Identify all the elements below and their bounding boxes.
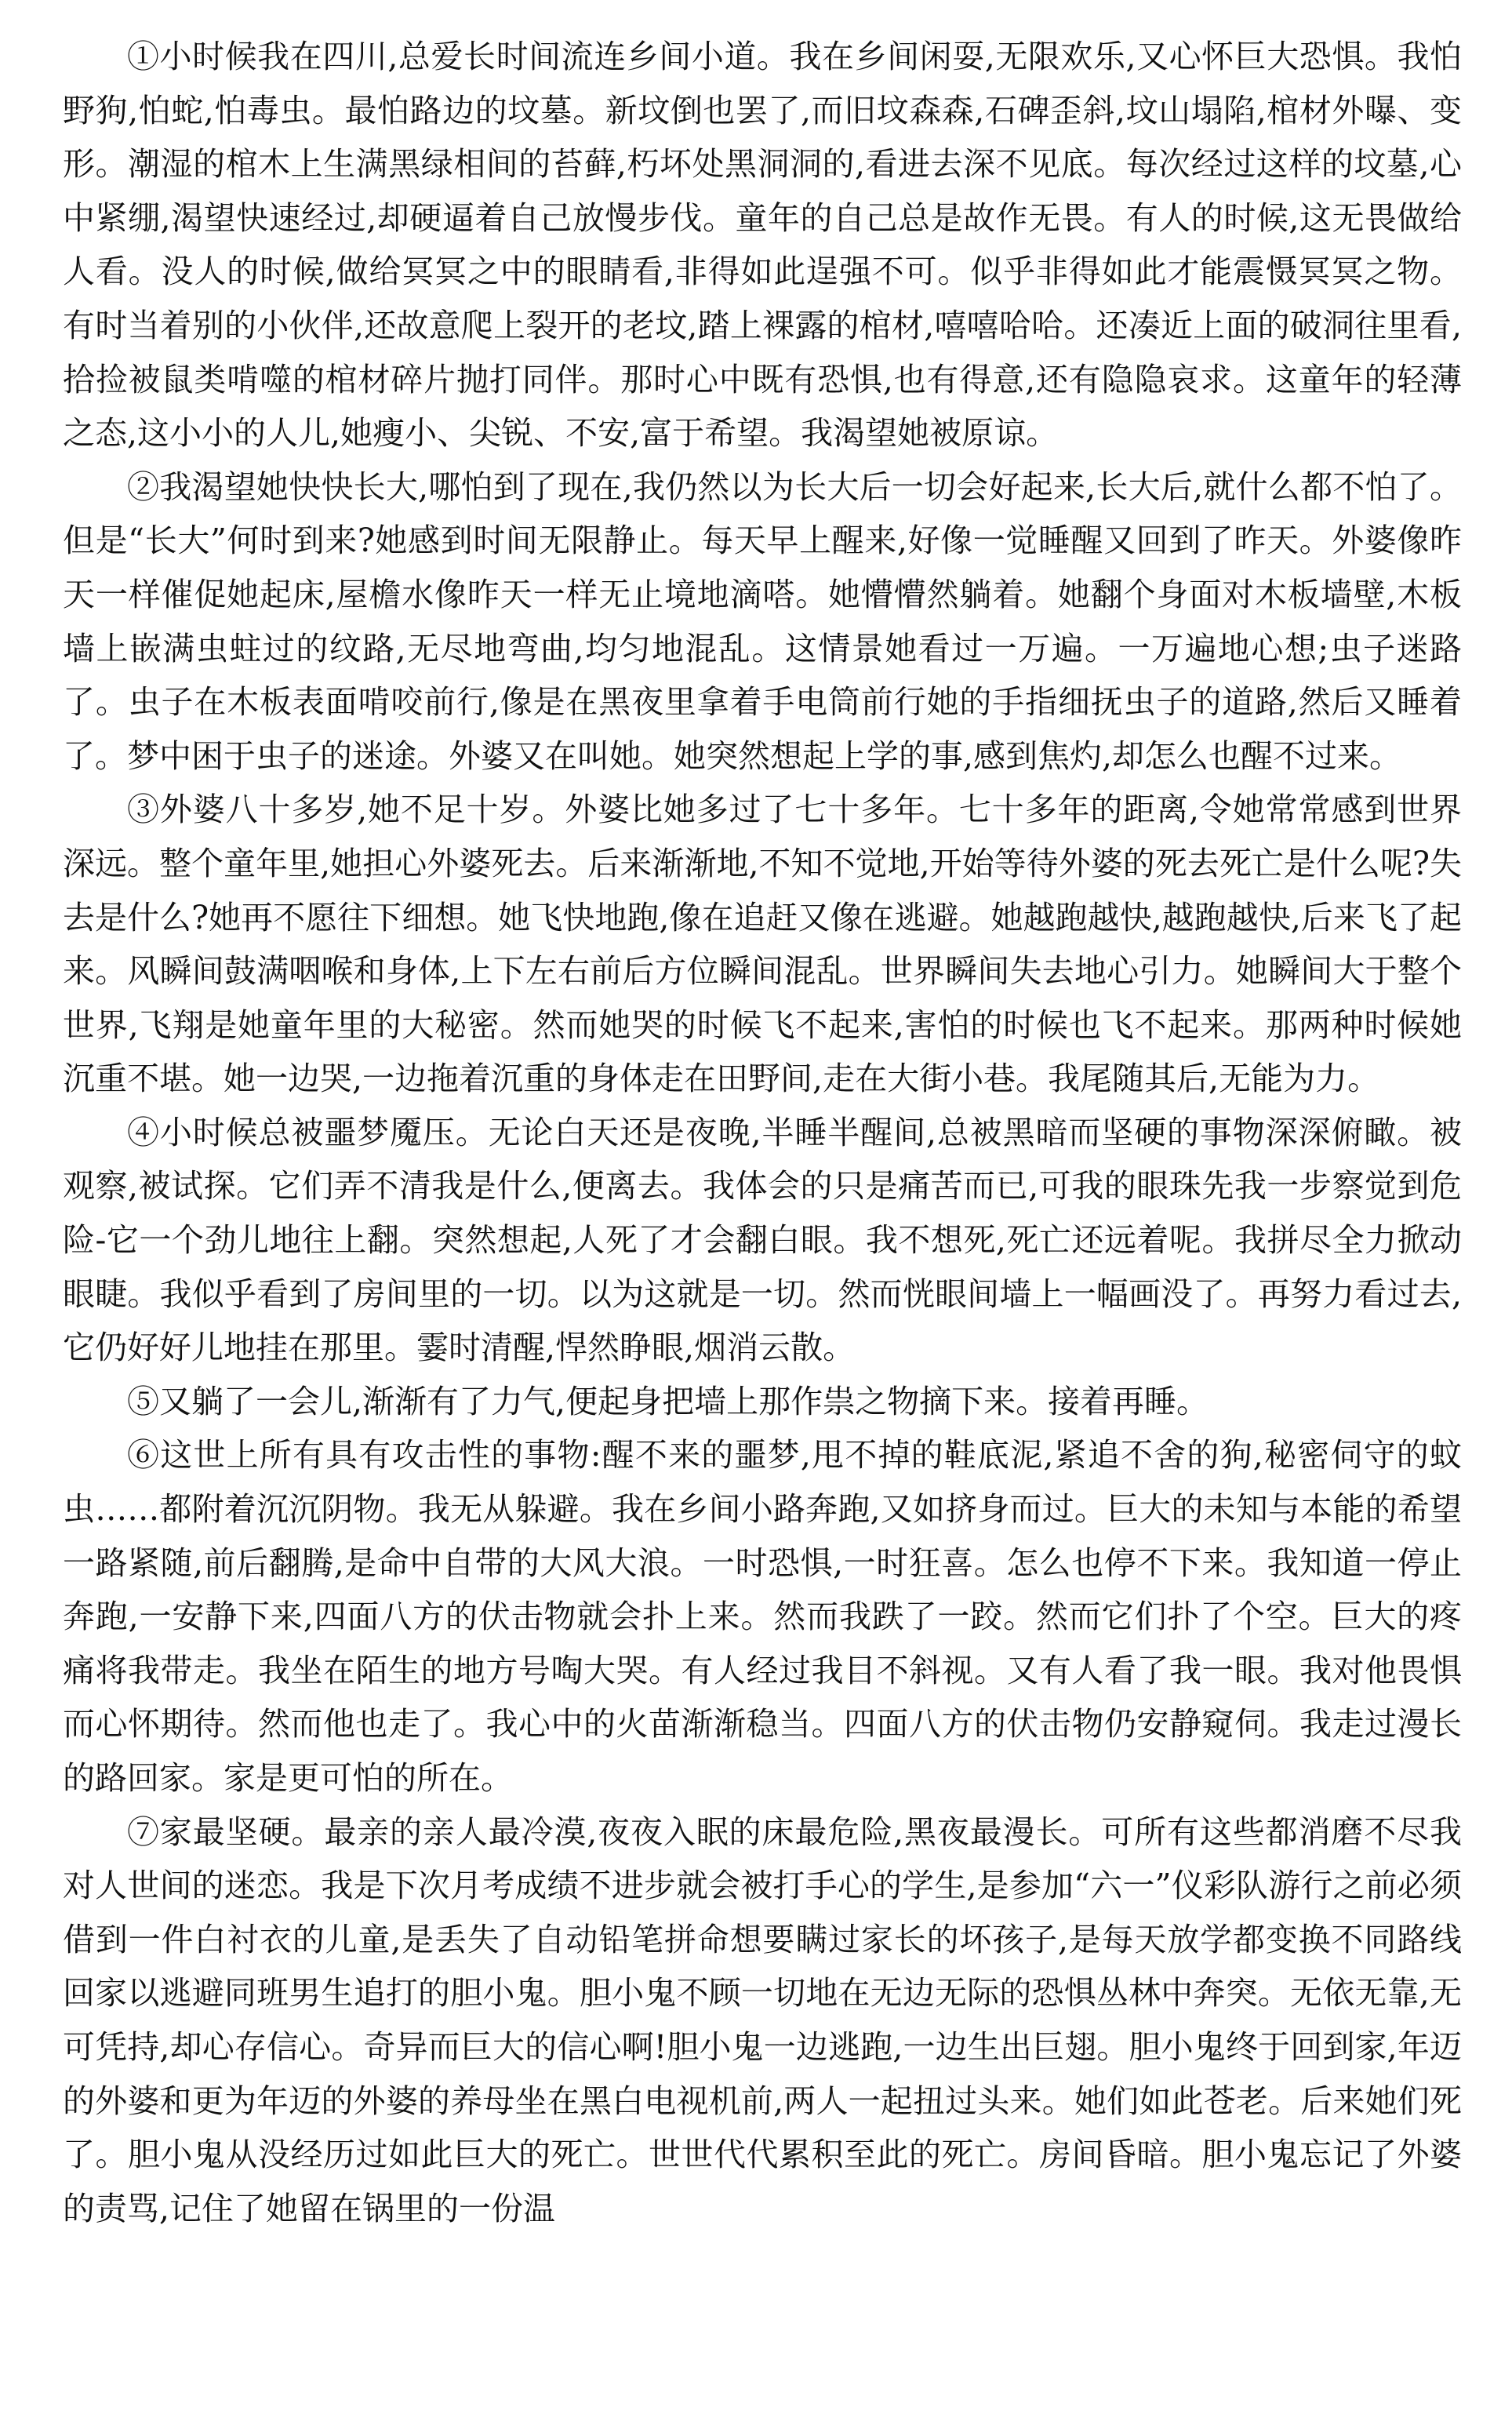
paragraph-4: ④小时候总被噩梦魇压。无论白天还是夜晚,半睡半醒间,总被黑暗而坚硬的事物深深俯瞰。被观察,被试探。它们弄不清我是什么,便离去。我体会的只是痛苦而已,可我的眼珠先我一步察觉到危险-它一个劲儿地往上翻。突然想起,人死了才会翻白眼。我不想死,死亡还远着呢。我拼尽全力掀动眼睫。我似乎看到了房间里的一切。以为这就是一切。然而恍眼间墙上一幅画没了。再努力看过去,它仍好好儿地挂在那里。霎时清醒,悍然睁眼,烟消云散。	[63, 1113, 1462, 1367]
paragraph-2: ②我渴望她快快长大,哪怕到了现在,我仍然以为长大后一切会好起来,长大后,就什么都不怕了。但是“长大”何时到来?她感到时间无限静止。每天早上醒来,好像一觉睡醒又回到了昨天。外婆像昨天一样催促她起床,屋檐水像昨天一样无止境地滴嗒。她懵懵然躺着。她翻个身面对木板墙壁,木板墙上嵌满虫蛀过的纹路,无尽地弯曲,均匀地混乱。这情景她看过一万遍。一万遍地心想;虫子迷路了。虫子在木板表面啃咬前行,像是在黑夜里拿着手电筒前行她的手指细抚虫子的道路,然后又睡着了。梦中困于虫子的迷途。外婆又在叫她。她突然想起上学的事,感到焦灼,却怎么也醒不过来。	[63, 467, 1462, 775]
paragraph-5: ⑤又躺了一会儿,渐渐有了力气,便起身把墙上那作祟之物摘下来。接着再睡。	[127, 1382, 1209, 1420]
paragraph-6: ⑥这世上所有具有攻击性的事物:醒不来的噩梦,甩不掉的鞋底泥,紧追不舍的狗,秘密伺守的蚊虫……都附着沉沉阴物。我无从躲避。我在乡间小路奔跑,又如挤身而过。巨大的未知与本能的希望一路紧随,前后翻腾,是命中自带的大风大浪。一时恐惧,一时狂喜。怎么也停不下来。我知道一停止奔跑,一安静下来,四面八方的伏击物就会扑上来。然而我跌了一跤。然而它们扑了个空。巨大的疼痛将我带走。我坐在陌生的地方号啕大哭。有人经过我目不斜视。又有人看了我一眼。我对他畏惧而心怀期待。然而他也走了。我心中的火苗渐渐稳当。四面八方的伏击物仍安静窥伺。我走过漫长的路回家。家是更可怕的所在。	[63, 1436, 1462, 1797]
paragraph-1: ①小时候我在四川,总爱长时间流连乡间小道。我在乡间闲耍,无限欢乐,又心怀巨大恐惧。我怕野狗,怕蛇,怕毒虫。最怕路边的坟墓。新坟倒也罢了,而旧坟森森,石碑歪斜,坟山塌陷,棺材外曝、变形。潮湿的棺木上生满黑绿相间的苔藓,朽坏处黑洞洞的,看进去深不见底。每次经过这样的坟墓,心中紧绷,渴望快速经过,却硬逼着自己放慢步伐。童年的自己总是故作无畏。有人的时候,这无畏做给人看。没人的时候,做给冥冥之中的眼睛看,非得如此逞强不可。似乎非得如此才能震慑冥冥之物。有时当着别的小伙伴,还故意爬上裂开的老坟,踏上裸露的棺材,嘻嘻哈哈。还凑近上面的破洞往里看,拾捡被鼠类啃噬的棺材碎片抛打同伴。那时心中既有恐惧,也有得意,还有隐隐哀求。这童年的轻薄之态,这小小的人儿,她瘦小、尖锐、不安,富于希望。我渴望她被原谅。	[63, 38, 1462, 453]
document-page	[63, 30, 1462, 2235]
paragraph-7: ⑦家最坚硬。最亲的亲人最冷漠,夜夜入眠的床最危险,黑夜最漫长。可所有这些都消磨不尽我对人世间的迷恋。我是下次月考成绩不进步就会被打手心的学生,是参加“六一”仪彩队游行之前必须借到一件白衬衣的儿童,是丢失了自动铅笔拼命想要瞒过家长的坏孩子,是每天放学都变换不同路线回家以逃避同班男生追打的胆小鬼。胆小鬼不顾一切地在无边无际的恐惧丛林中奔突。无依无靠,无可凭持,却心存信心。奇异而巨大的信心啊!胆小鬼一边逃跑,一边生出巨翅。胆小鬼终于回到家,年迈的外婆和更为年迈的外婆的养母坐在黑白电视机前,两人一起扭过头来。她们如此苍老。后来她们死了。胆小鬼从没经历过如此巨大的死亡。世世代代累积至此的死亡。房间昏暗。胆小鬼忘记了外婆的责骂,记住了她留在锅里的一份温	[63, 1812, 1462, 2227]
paragraph-3: ③外婆八十多岁,她不足十岁。外婆比她多过了七十多年。七十多年的距离,令她常常感到世界深远。整个童年里,她担心外婆死去。后来渐渐地,不知不觉地,开始等待外婆的死去死亡是什么呢?失去是什么?她再不愿往下细想。她飞快地跑,像在追赶又像在逃避。她越跑越快,越跑越快,后来飞了起来。风瞬间鼓满咽喉和身体,上下左右前后方位瞬间混乱。世界瞬间失去地心引力。她瞬间大于整个世界,飞翔是她童年里的大秘密。然而她哭的时候飞不起来,害怕的时候也飞不起来。那两种时候她沉重不堪。她一边哭,一边拖着沉重的身体走在田野间,走在大街小巷。我尾随其后,无能为力。	[63, 791, 1462, 1098]
